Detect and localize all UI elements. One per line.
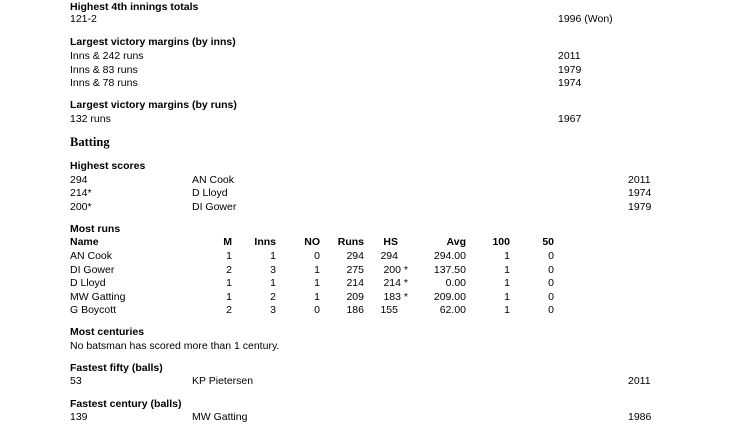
cell-50: 0 <box>548 277 554 289</box>
col-header-name: Name <box>70 236 99 248</box>
margin-inns-row-2: Inns & 83 runs <box>70 64 138 76</box>
margin-inns-row-3: Inns & 78 runs <box>70 77 138 89</box>
col-header-inns: Inns <box>254 236 276 248</box>
cell-m: 1 <box>226 291 232 303</box>
highest-4th-innings-heading: Highest 4th innings totals <box>70 1 199 13</box>
highest-scores-heading: Highest scores <box>70 160 146 172</box>
fastest-century-year: 1986 <box>628 411 652 423</box>
cell-name: MW Gatting <box>70 291 126 303</box>
cell-50: 0 <box>548 250 554 262</box>
cell-inns: 3 <box>270 264 276 276</box>
most-runs-heading: Most runs <box>70 223 121 235</box>
cell-avg: 137.50 <box>433 264 466 276</box>
highest-score-2-year: 1974 <box>628 187 652 199</box>
cell-runs: 214 <box>346 277 364 289</box>
margin-inns-row-3-year: 1974 <box>558 77 582 89</box>
cell-avg: 294.00 <box>433 250 466 262</box>
cell-hs: 200 * <box>383 264 408 276</box>
cell-no: 1 <box>314 264 320 276</box>
cell-runs: 275 <box>346 264 364 276</box>
most-centuries-heading: Most centuries <box>70 326 145 338</box>
cell-runs: 186 <box>346 304 364 316</box>
margin-runs-row-1-year: 1967 <box>558 113 582 125</box>
cell-50: 0 <box>548 291 554 303</box>
highest-score-1-player: AN Cook <box>192 174 235 186</box>
cell-100: 1 <box>504 291 510 303</box>
fastest-century-player: MW Gatting <box>192 411 248 423</box>
cell-hs: 294 <box>380 250 398 262</box>
cell-avg: 0.00 <box>445 277 466 289</box>
largest-margins-runs-heading: Largest victory margins (by runs) <box>70 99 237 111</box>
cell-100: 1 <box>504 264 510 276</box>
cell-100: 1 <box>504 250 510 262</box>
margin-inns-row-1-year: 2011 <box>558 50 581 62</box>
highest-score-1: 294 <box>70 174 88 186</box>
cell-inns: 1 <box>270 250 276 262</box>
cell-hs: 155 <box>380 304 398 316</box>
batting-section-title: Batting <box>70 135 110 149</box>
fastest-fifty-player: KP Pietersen <box>192 375 254 387</box>
fastest-century-heading: Fastest century (balls) <box>70 398 182 410</box>
fastest-fifty-balls: 53 <box>70 375 82 387</box>
col-header-hs: HS <box>383 236 398 248</box>
highest-score-3-player: DI Gower <box>192 201 237 213</box>
cell-runs: 294 <box>346 250 364 262</box>
cell-name: G Boycott <box>70 304 117 316</box>
cell-inns: 3 <box>270 304 276 316</box>
cell-m: 1 <box>226 250 232 262</box>
cell-avg: 62.00 <box>439 304 466 316</box>
col-header-100: 100 <box>492 236 510 248</box>
cell-avg: 209.00 <box>433 291 466 303</box>
cell-no: 0 <box>314 250 320 262</box>
highest-score-3-year: 1979 <box>628 201 652 213</box>
col-header-m: M <box>223 236 232 248</box>
col-header-50: 50 <box>542 236 554 248</box>
cell-name: DI Gower <box>70 264 115 276</box>
highest-score-2-player: D Lloyd <box>192 187 228 199</box>
col-header-avg: Avg <box>446 236 466 248</box>
cell-no: 0 <box>314 304 320 316</box>
cell-inns: 1 <box>270 277 276 289</box>
fastest-fifty-year: 2011 <box>628 375 651 387</box>
cell-m: 1 <box>226 277 232 289</box>
cell-hs: 183 * <box>383 291 408 303</box>
highest-4th-innings-year: 1996 (Won) <box>558 13 613 25</box>
largest-margins-inns-heading: Largest victory margins (by inns) <box>70 36 236 48</box>
highest-score-2: 214* <box>70 187 92 199</box>
cell-100: 1 <box>504 277 510 289</box>
cell-no: 1 <box>314 291 320 303</box>
cell-name: AN Cook <box>70 250 113 262</box>
most-centuries-text: No batsman has scored more than 1 century. <box>70 340 280 352</box>
fastest-century-balls: 139 <box>70 411 88 423</box>
cell-m: 2 <box>226 304 232 316</box>
cell-runs: 209 <box>346 291 364 303</box>
cell-100: 1 <box>504 304 510 316</box>
highest-4th-innings-score: 121-2 <box>70 13 97 25</box>
col-header-no: NO <box>304 236 320 248</box>
margin-inns-row-2-year: 1979 <box>558 64 582 76</box>
cell-inns: 2 <box>270 291 276 303</box>
cell-no: 1 <box>314 277 320 289</box>
highest-score-3: 200* <box>70 201 92 213</box>
cell-m: 2 <box>226 264 232 276</box>
cell-50: 0 <box>548 304 554 316</box>
margin-inns-row-1: Inns & 242 runs <box>70 50 144 62</box>
highest-score-1-year: 2011 <box>628 174 651 186</box>
cell-name: D Lloyd <box>70 277 106 289</box>
cell-hs: 214 * <box>383 277 408 289</box>
fastest-fifty-heading: Fastest fifty (balls) <box>70 362 163 374</box>
margin-runs-row-1: 132 runs <box>70 113 111 125</box>
cell-50: 0 <box>548 264 554 276</box>
col-header-runs: Runs <box>337 236 364 248</box>
